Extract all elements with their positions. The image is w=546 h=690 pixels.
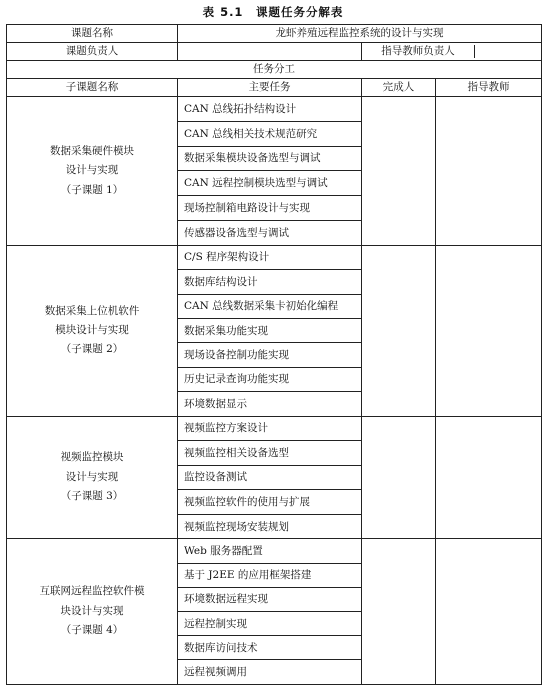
subtopic-name-line: 数据采集上位机软件 <box>44 304 140 317</box>
main-task-cell: 传感器设备选型与调试 <box>178 220 362 245</box>
main-task-cell: 环境数据显示 <box>178 392 362 416</box>
main-task-cell: CAN 总线数据采集卡初始化编程 <box>178 294 362 318</box>
advisor-cell <box>436 539 542 684</box>
topic-name-value: 龙虾养殖远程监控系统的设计与实现 <box>178 25 542 43</box>
main-task-cell: 视频监控软件的使用与扩展 <box>178 490 362 515</box>
subtopic-name-line: （子课题 1） <box>60 183 124 196</box>
main-task-cell: 历史记录查询功能实现 <box>178 367 362 391</box>
completer-cell <box>362 245 436 416</box>
subtopic-name-line: 块设计与实现 <box>60 604 124 617</box>
main-task-cell: 视频监控相关设备选型 <box>178 441 362 466</box>
completer-cell <box>362 416 436 539</box>
main-task-cell: 数据库访问技术 <box>178 636 362 660</box>
main-task-cell: 环境数据远程实现 <box>178 587 362 611</box>
col-header-advisor: 指导教师 <box>436 79 542 97</box>
table-row <box>7 245 542 269</box>
main-task-cell: 数据采集模块设备选型与调试 <box>178 146 362 171</box>
subtopic-name-line: 设计与实现 <box>65 164 119 177</box>
main-task-cell: 基于 J2EE 的应用框架搭建 <box>178 563 362 587</box>
main-task-cell: Web 服务器配置 <box>178 539 362 563</box>
table-caption: 表 5.1 课题任务分解表 <box>202 5 344 19</box>
main-task-cell: 监控设备测试 <box>178 465 362 490</box>
col-header-completer: 完成人 <box>362 79 436 97</box>
main-task-cell: 数据采集功能实现 <box>178 318 362 342</box>
main-task-cell: 现场控制箱电路设计与实现 <box>178 196 362 221</box>
main-task-cell: 数据库结构设计 <box>178 270 362 294</box>
subtopic-name-cell <box>7 245 178 416</box>
subtopic-name-line: 互联网远程监控软件模 <box>39 585 145 598</box>
subtopic-name-line: 设计与实现 <box>65 470 119 483</box>
main-task-cell: 视频监控方案设计 <box>178 416 362 441</box>
advisor-cell <box>436 416 542 539</box>
main-task-cell: CAN 总线拓扑结构设计 <box>178 97 362 122</box>
main-task-cell: 视频监控现场安装规划 <box>178 514 362 539</box>
main-task-cell: 现场设备控制功能实现 <box>178 343 362 367</box>
advisor-owner-label: 指导教师负责人 <box>362 45 475 57</box>
watermark: ​ <box>0 52 4 71</box>
main-task-cell: 远程视频调用 <box>178 660 362 684</box>
col-header-main-task: 主要任务 <box>178 79 362 97</box>
subtopic-name-cell <box>7 539 178 684</box>
subtopic-name-line: （子课题 4） <box>60 624 124 637</box>
main-task-cell: C/S 程序架构设计 <box>178 245 362 269</box>
subtopic-name-line: 模块设计与实现 <box>55 323 129 336</box>
main-task-cell: 远程控制实现 <box>178 612 362 636</box>
subtopic-name-line: （子课题 2） <box>60 343 124 356</box>
topic-owner-label: 课题负责人 <box>7 43 178 61</box>
subtopic-name-cell <box>7 416 178 539</box>
advisor-cell <box>436 97 542 246</box>
completer-cell <box>362 97 436 246</box>
table-row <box>7 97 542 122</box>
main-task-cell: CAN 总线相关技术规范研究 <box>178 121 362 146</box>
subtopic-name-line: 视频监控模块 <box>60 451 124 464</box>
topic-owner-value <box>178 43 362 61</box>
subtopic-name-line: （子课题 3） <box>60 490 124 503</box>
completer-cell <box>362 539 436 684</box>
table-row <box>7 416 542 441</box>
subtopic-name-cell <box>7 97 178 246</box>
main-task-cell: CAN 远程控制模块选型与调试 <box>178 171 362 196</box>
task-division-heading: 任务分工 <box>7 61 542 79</box>
task-table <box>6 24 542 685</box>
advisor-cell <box>436 245 542 416</box>
advisor-owner-value <box>475 45 542 57</box>
subtopic-name-line: 数据采集硬件模块 <box>50 144 134 157</box>
table-row <box>7 539 542 563</box>
topic-name-label: 课题名称 <box>7 25 178 43</box>
col-header-subtopic: 子课题名称 <box>7 79 178 97</box>
